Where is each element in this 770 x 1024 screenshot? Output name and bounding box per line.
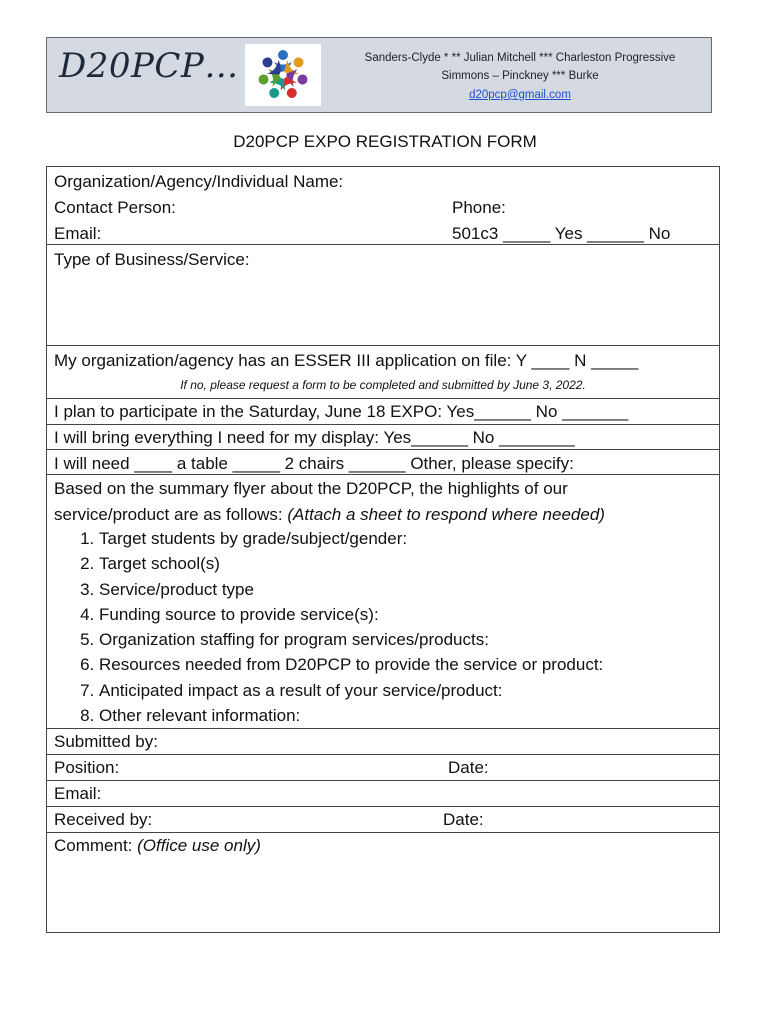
divider (47, 806, 719, 807)
comment-line (54, 836, 261, 856)
attach-note: (Attach a sheet to respond where needed) (287, 505, 605, 524)
divider (47, 424, 719, 425)
received-date-label: Date: (443, 810, 484, 829)
esser-question: My organization/agency has an ESSER III application on file: Y ____ N _____ (54, 351, 639, 370)
summary-text: service/product are as follows: (54, 505, 288, 524)
summary-line (54, 505, 605, 525)
schools-line-1: Sanders-Clyde * ** Julian Mitchell *** Charleston Progressive (364, 52, 676, 64)
divider (47, 449, 719, 450)
form-title: D20PCP EXPO REGISTRATION FORM (233, 132, 537, 151)
divider (47, 474, 719, 475)
received-by-label: Received by: (54, 810, 153, 829)
logo-wordmark: D20PCP… (59, 46, 239, 86)
list-item: 3. Service/product type (99, 577, 603, 602)
letterhead (46, 37, 712, 113)
tax-status-field: 501c3 _____ Yes ______ No (452, 224, 671, 243)
divider (47, 780, 719, 781)
submitted-by-label: Submitted by: (54, 732, 158, 751)
list-item: 7. Anticipated impact as a result of your service/product: (99, 678, 603, 703)
email-label: Email: (54, 224, 102, 243)
submitter-email-label: Email: (54, 784, 102, 803)
registration-form (46, 166, 720, 933)
summary-intro: Based on the summary flyer about the D20PCP, the highlights of our (54, 479, 568, 498)
highlights-list (53, 526, 603, 728)
phone-label: Phone: (452, 198, 506, 217)
schools-line-2: Simmons – Pinckney *** Burke (441, 70, 599, 82)
divider (47, 728, 719, 729)
divider (47, 832, 719, 833)
divider (47, 244, 719, 245)
date-label: Date: (448, 758, 489, 777)
expo-question: I plan to participate in the Saturday, June 18 EXPO: Yes______ No _______ (54, 402, 629, 421)
display-question: I will bring everything I need for my display: Yes______ No ________ (54, 428, 575, 447)
contact-person-label: Contact Person: (54, 198, 176, 217)
business-type-label: Type of Business/Service: (54, 250, 250, 269)
list-item: 4. Funding source to provide service(s): (99, 602, 603, 627)
list-item: 2. Target school(s) (99, 551, 603, 576)
org-name-label: Organization/Agency/Individual Name: (54, 172, 344, 191)
divider (47, 398, 719, 399)
needs-question: I will need ____ a table _____ 2 chairs ______ Other, please specify: (54, 454, 574, 473)
position-label: Position: (54, 758, 120, 777)
divider (47, 754, 719, 755)
office-use-note: (Office use only) (137, 836, 261, 855)
comment-label: Comment: (54, 836, 138, 855)
email-link[interactable]: d20pcp@gmail.com (469, 89, 571, 101)
divider (47, 345, 719, 346)
people-circle-logo-icon (245, 44, 321, 106)
list-item: 1. Target students by grade/subject/gender: (99, 526, 603, 551)
list-item: 6. Resources needed from D20PCP to provide the service or product: (99, 652, 603, 677)
list-item: 8. Other relevant information: (99, 703, 603, 728)
list-item: 5. Organization staffing for program services/products: (99, 627, 603, 652)
esser-note: If no, please request a form to be completed and submitted by June 3, 2022. (180, 378, 586, 392)
